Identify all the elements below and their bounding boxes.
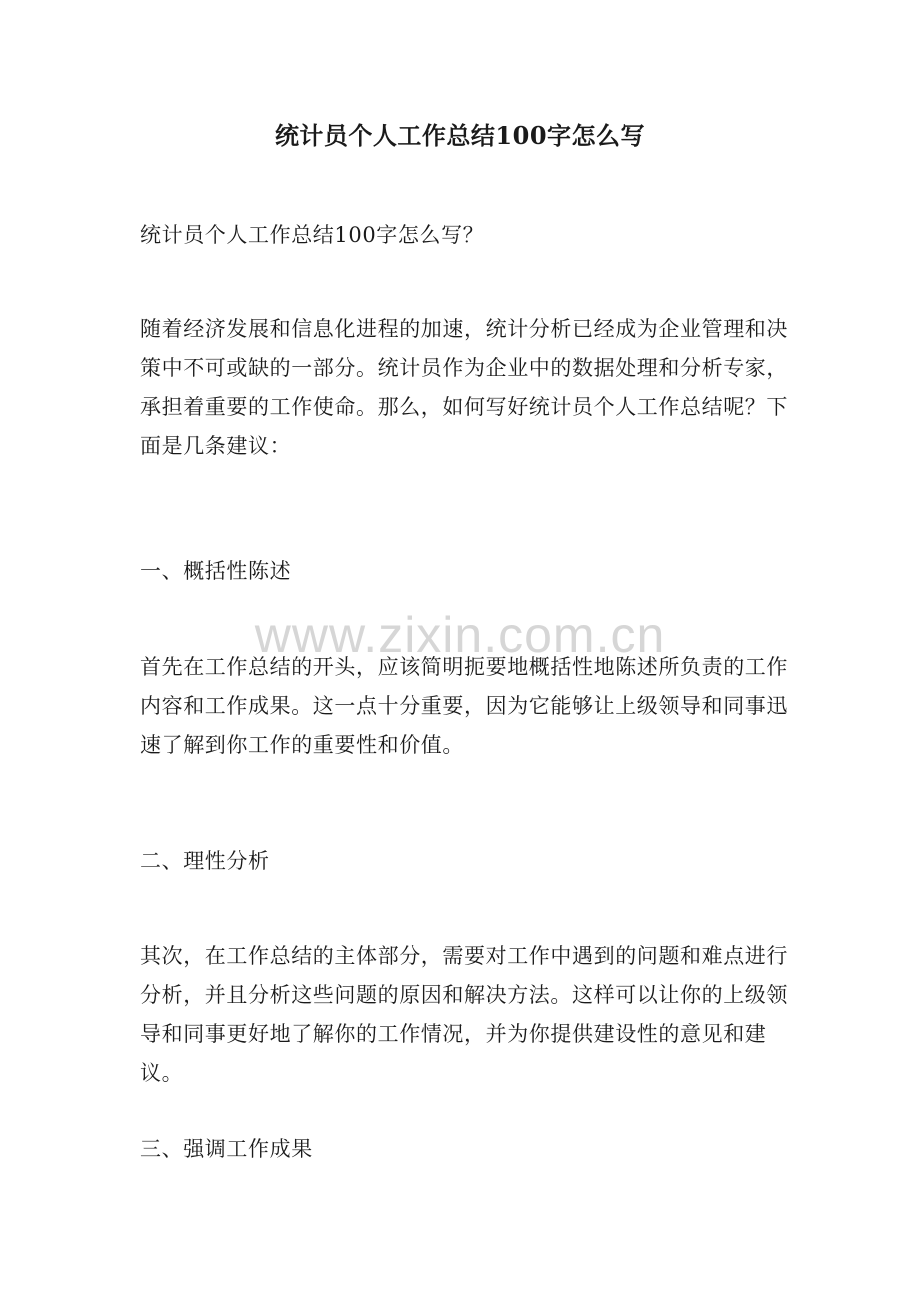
- document-title: 统计员个人工作总结100字怎么写: [274, 121, 646, 150]
- watermark-text: www.zixin.com.cn: [254, 607, 666, 663]
- section-heading-2: 二、理性分析: [140, 849, 270, 873]
- section-heading-3: 三、强调工作成果: [140, 1137, 313, 1161]
- intro-paragraph: 随着经济发展和信息化进程的加速，统计分析已经成为企业管理和决策中不可或缺的一部分。统计员作为企业中的数据处理和分析专家，承担着重要的工作使命。那么，如何写好统计员个人工作总结呢？下面是几条建议：: [140, 317, 788, 458]
- section-2-paragraph: 其次，在工作总结的主体部分，需要对工作中遇到的问题和难点进行分析，并且分析这些问题的原因和解决方法。这样可以让你的上级领导和同事更好地了解你的工作情况，并为你提供建设性的意见和建议。: [140, 944, 788, 1085]
- section-1-paragraph: 首先在工作总结的开头，应该简明扼要地概括性地陈述所负责的工作内容和工作成果。这一点十分重要，因为它能够让上级领导和同事迅速了解到你工作的重要性和价值。: [140, 655, 788, 757]
- section-heading-1: 一、概括性陈述: [140, 559, 292, 583]
- question-paragraph: 统计员个人工作总结100字怎么写？: [140, 223, 485, 247]
